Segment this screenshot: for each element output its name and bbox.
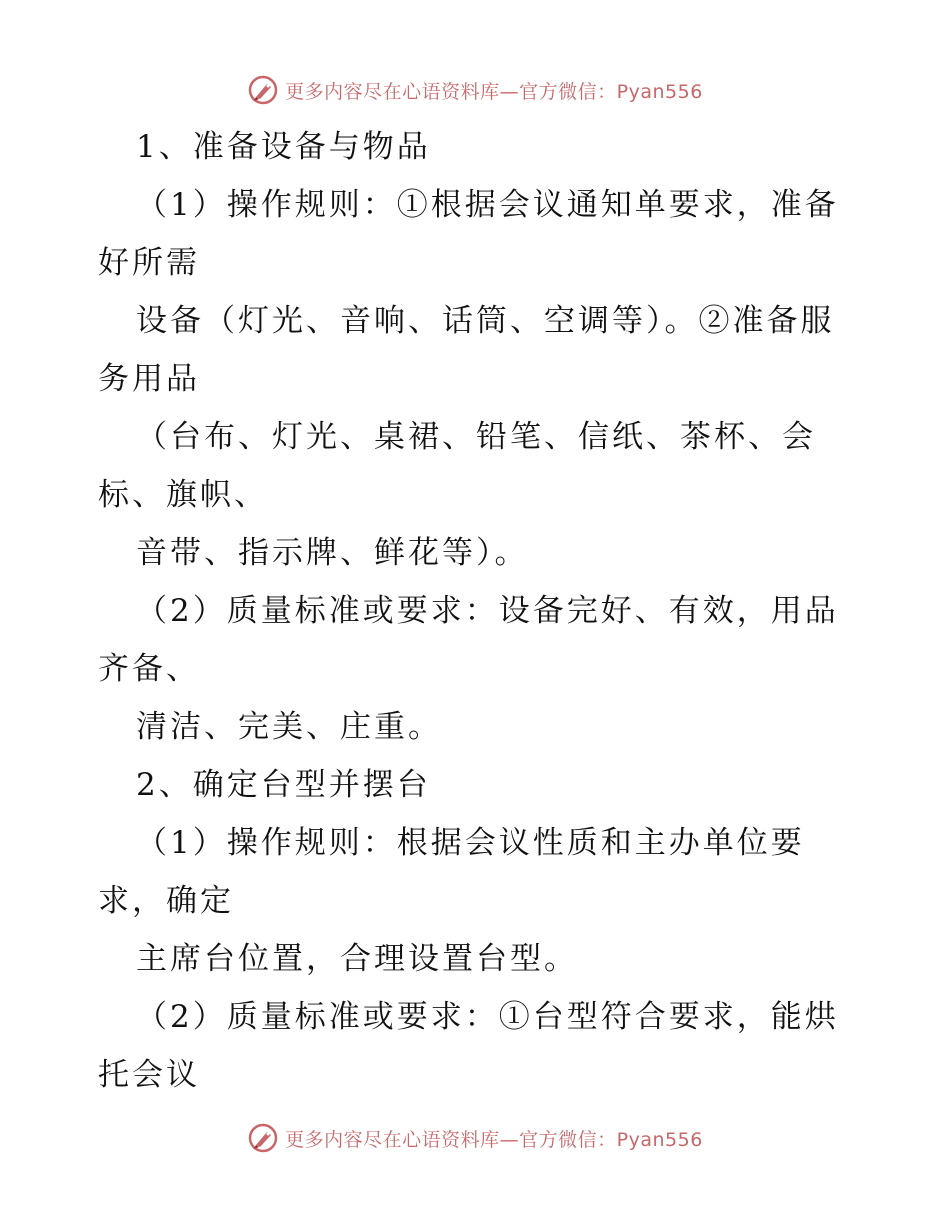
doc-line: 音带、指示牌、鲜花等）。 [136,535,529,571]
doc-line: 主席台位置，合理设置台型。 [136,941,578,977]
header-banner [0,70,950,110]
footer-banner-text: 更多内容尽在心语资料库—官方微信：Pyan556 [285,1128,703,1151]
doc-line: 托会议 [98,1057,200,1093]
pen-logo-icon [247,1122,279,1154]
doc-line: 2、确定台型并摆台 [136,767,431,803]
doc-line: （1）操作规则：①根据会议通知单要求，准备 [136,187,839,223]
doc-line: 齐备、 [98,651,200,687]
footer-banner-content [247,1122,703,1154]
doc-line: 好所需 [98,245,200,281]
doc-line: （2）质量标准或要求：①台型符合要求，能烘 [136,999,839,1035]
doc-line: 清洁、完美、庄重。 [136,709,442,745]
doc-line: （2）质量标准或要求：设备完好、有效，用品 [136,593,839,629]
doc-line: （1）操作规则：根据会议性质和主办单位要 [136,825,805,861]
doc-line: 务用品 [98,361,200,397]
doc-line: 标、旗帜、 [98,477,268,513]
doc-line: （台布、灯光、桌裙、铅笔、信纸、茶杯、会 [136,419,816,455]
pen-logo-icon [247,74,279,106]
doc-line: 求，确定 [98,883,234,919]
header-banner-content [247,74,703,106]
footer-banner [0,1118,950,1158]
document-body [98,118,858,1104]
doc-line: 1、准备设备与物品 [136,129,431,165]
doc-line: 设备（灯光、音响、话筒、空调等）。②准备服 [136,303,835,339]
header-banner-text: 更多内容尽在心语资料库—官方微信：Pyan556 [285,80,703,103]
